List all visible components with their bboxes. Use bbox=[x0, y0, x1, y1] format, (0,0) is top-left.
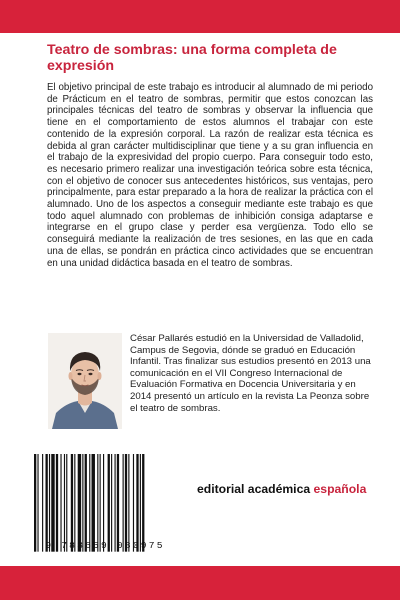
barcode-bar bbox=[92, 454, 95, 552]
barcode-bar bbox=[123, 454, 124, 552]
publisher-name-main: editorial académica bbox=[197, 482, 314, 496]
barcode-bar bbox=[108, 454, 110, 552]
top-color-band bbox=[0, 0, 400, 33]
barcode-bar bbox=[125, 454, 127, 552]
barcode-bar bbox=[111, 454, 112, 552]
barcode-bar bbox=[85, 454, 87, 552]
barcode-bar bbox=[74, 454, 75, 552]
barcode-bar bbox=[128, 454, 129, 552]
barcode-bar bbox=[46, 454, 48, 552]
barcode-bar bbox=[42, 454, 43, 552]
bottom-color-band bbox=[0, 566, 400, 600]
isbn-barcode bbox=[30, 454, 180, 554]
barcode-bar bbox=[64, 454, 65, 552]
publisher-name-accent: española bbox=[313, 482, 367, 496]
barcode-bar bbox=[115, 454, 116, 552]
barcode-bar bbox=[103, 454, 104, 552]
book-abstract: El objetivo principal de este trabajo es introducir al alumnado de mi periodo de Prácticum en el teatro de sombras, permitir que estos conozcan las principales técnicas del teatro de sombras y observar la influencia que tiene en el comportamiento de estos alumnos el trabajar con este contenido de la expresión corporal. La razón de realizar esta técnica es debida al gran carácter multidisciplinar que tiene y a su gran influencia en el trabajo de la expresividad del propio cuerpo. Para conseguir todo esto, es necesario primero realizar una investigación teórica sobre esta técnica, con el objetivo de conocer sus antecedentes históricos, sus ventajas, pero principalmente, para estar preparado a la hora de realizar la práctica con el alumnado. Uno de los aspectos a conseguir mediante este trabajo es que todo aquel alumnado con problemas de inhibición consiga adaptarse e integrarse en el grupo clase y perder esa vergüenza. Todo ello se conseguirá mediante la realización de tres sesiones, en las que en cada una de ellas, se pondrán en práctica cinco actividades que se encuentran en una unidad didáctica basada en el teatro de sombras. bbox=[47, 82, 373, 269]
barcode-bar bbox=[89, 454, 90, 552]
author-photo bbox=[48, 333, 122, 429]
barcode-bar bbox=[140, 454, 141, 552]
publisher-name bbox=[197, 482, 366, 496]
book-title: Teatro de sombras: una forma completa de expresión bbox=[47, 42, 337, 74]
isbn-number: 9 783659 080975 bbox=[45, 540, 165, 551]
barcode-bar bbox=[82, 454, 83, 552]
barcode-bar bbox=[97, 454, 98, 552]
barcode-bar bbox=[71, 454, 73, 552]
barcode-bar bbox=[100, 454, 101, 552]
barcode-bar bbox=[117, 454, 119, 552]
barcode-bar bbox=[66, 454, 67, 552]
author-portrait-icon bbox=[48, 333, 122, 429]
barcode-bar bbox=[136, 454, 138, 552]
barcode-bar bbox=[51, 454, 54, 552]
barcode-bar bbox=[56, 454, 58, 552]
barcode-bar bbox=[37, 454, 38, 552]
barcode-bar bbox=[60, 454, 61, 552]
barcode-bar bbox=[78, 454, 81, 552]
author-biography: César Pallarés estudió en la Universidad de Valladolid, Campus de Segovia, dónde se graduó en Educación Infantil. Tras finalizar sus estudios presentó en 2013 una comunicación en el VII Congreso Internacional de Evaluación Formativa en Docencia Universitaria y en 2014 presentó un artículo en la revista La Peonza sobre el teatro de sombras. bbox=[130, 333, 371, 414]
barcode-bar bbox=[142, 454, 144, 552]
barcode-bar bbox=[34, 454, 36, 552]
barcode-bar bbox=[133, 454, 134, 552]
barcode-bar bbox=[49, 454, 50, 552]
